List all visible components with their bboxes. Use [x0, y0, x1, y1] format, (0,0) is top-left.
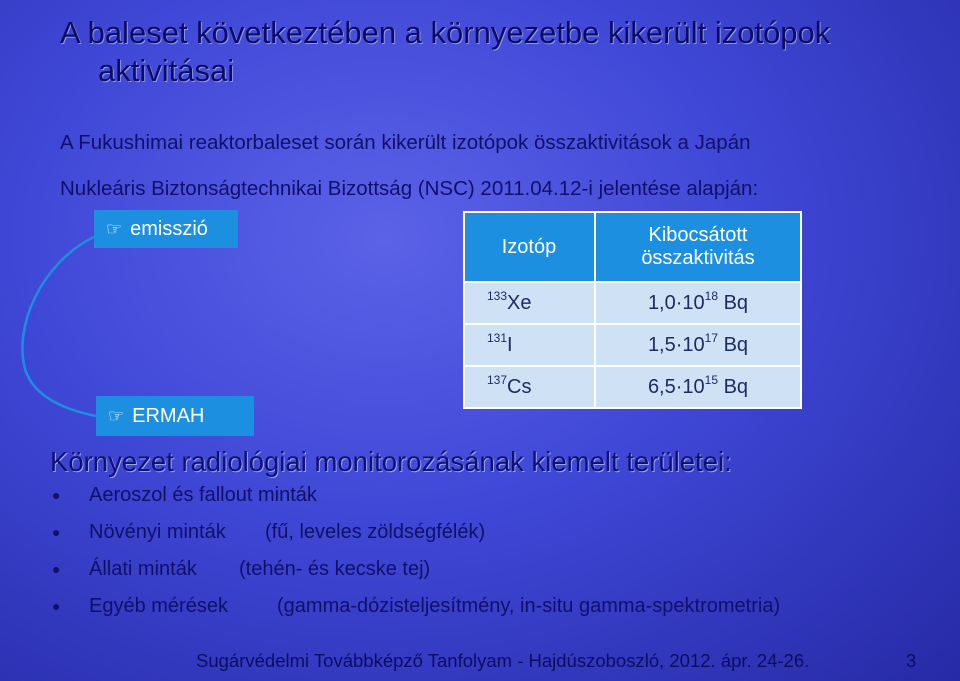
table-row [464, 324, 801, 366]
header-activity: Kibocsátott összaktivitás [595, 212, 801, 282]
activity-cell: $1,5\cdot 10^{17}$ Bq [595, 324, 801, 366]
emission-label: emisszió [130, 217, 208, 240]
bullet-icon: ● [52, 561, 61, 577]
isotope-table [463, 211, 802, 409]
bullet-icon: ● [52, 598, 61, 614]
isotope-cell: $^{137}$Cs [464, 366, 595, 408]
header-isotope: Izotóp [464, 212, 595, 282]
list-item: ● Állati minták (tehén- és kecske tej) [52, 551, 780, 588]
activity-cell: $6,5\cdot 10^{15}$ Bq [595, 366, 801, 408]
table-header-row [464, 212, 801, 282]
ermah-tag [96, 396, 254, 436]
table-row [464, 366, 801, 408]
ermah-label: ERMAH [132, 404, 205, 427]
hand-pointing-icon: ☞ [106, 218, 123, 239]
intro-line-1: A Fukushimai reaktorbaleset során kikerült izotópok összaktivitások a Japán [60, 131, 751, 154]
bullet-list [52, 477, 780, 625]
emission-tag [94, 210, 238, 248]
page-number: 3 [906, 650, 917, 671]
title-line-1: A baleset következtében a környezetbe kikerült izotópok [60, 15, 831, 50]
list-item: ● Egyéb mérések (gamma-dózisteljesítmény, in-situ gamma-spektrometria) [52, 588, 780, 625]
intro-line-2: Nukleáris Biztonságtechnikai Bizottság (NSC) 2011.04.12-i jelentése alapján: [60, 177, 759, 200]
footer-text: Sugárvédelmi Továbbképző Tanfolyam - Hajdúszoboszló, 2012. ápr. 24-26. [196, 650, 810, 671]
title-line-2: aktivitásai [98, 53, 235, 88]
list-item: ● Növényi minták (fű, leveles zöldségfélék) [52, 514, 780, 551]
bullet-icon: ● [52, 487, 61, 503]
list-item: ● Aeroszol és fallout minták [52, 477, 780, 514]
isotope-cell: $^{133}$Xe [464, 282, 595, 324]
table-row [464, 282, 801, 324]
activity-cell: $1,0\cdot 10^{18}$ Bq [595, 282, 801, 324]
bullet-icon: ● [52, 524, 61, 540]
hand-pointing-icon: ☞ [108, 405, 125, 426]
isotope-cell: $^{131}$I [464, 324, 595, 366]
section-heading: Környezet radiológiai monitorozásának kiemelt területei: [50, 446, 732, 477]
